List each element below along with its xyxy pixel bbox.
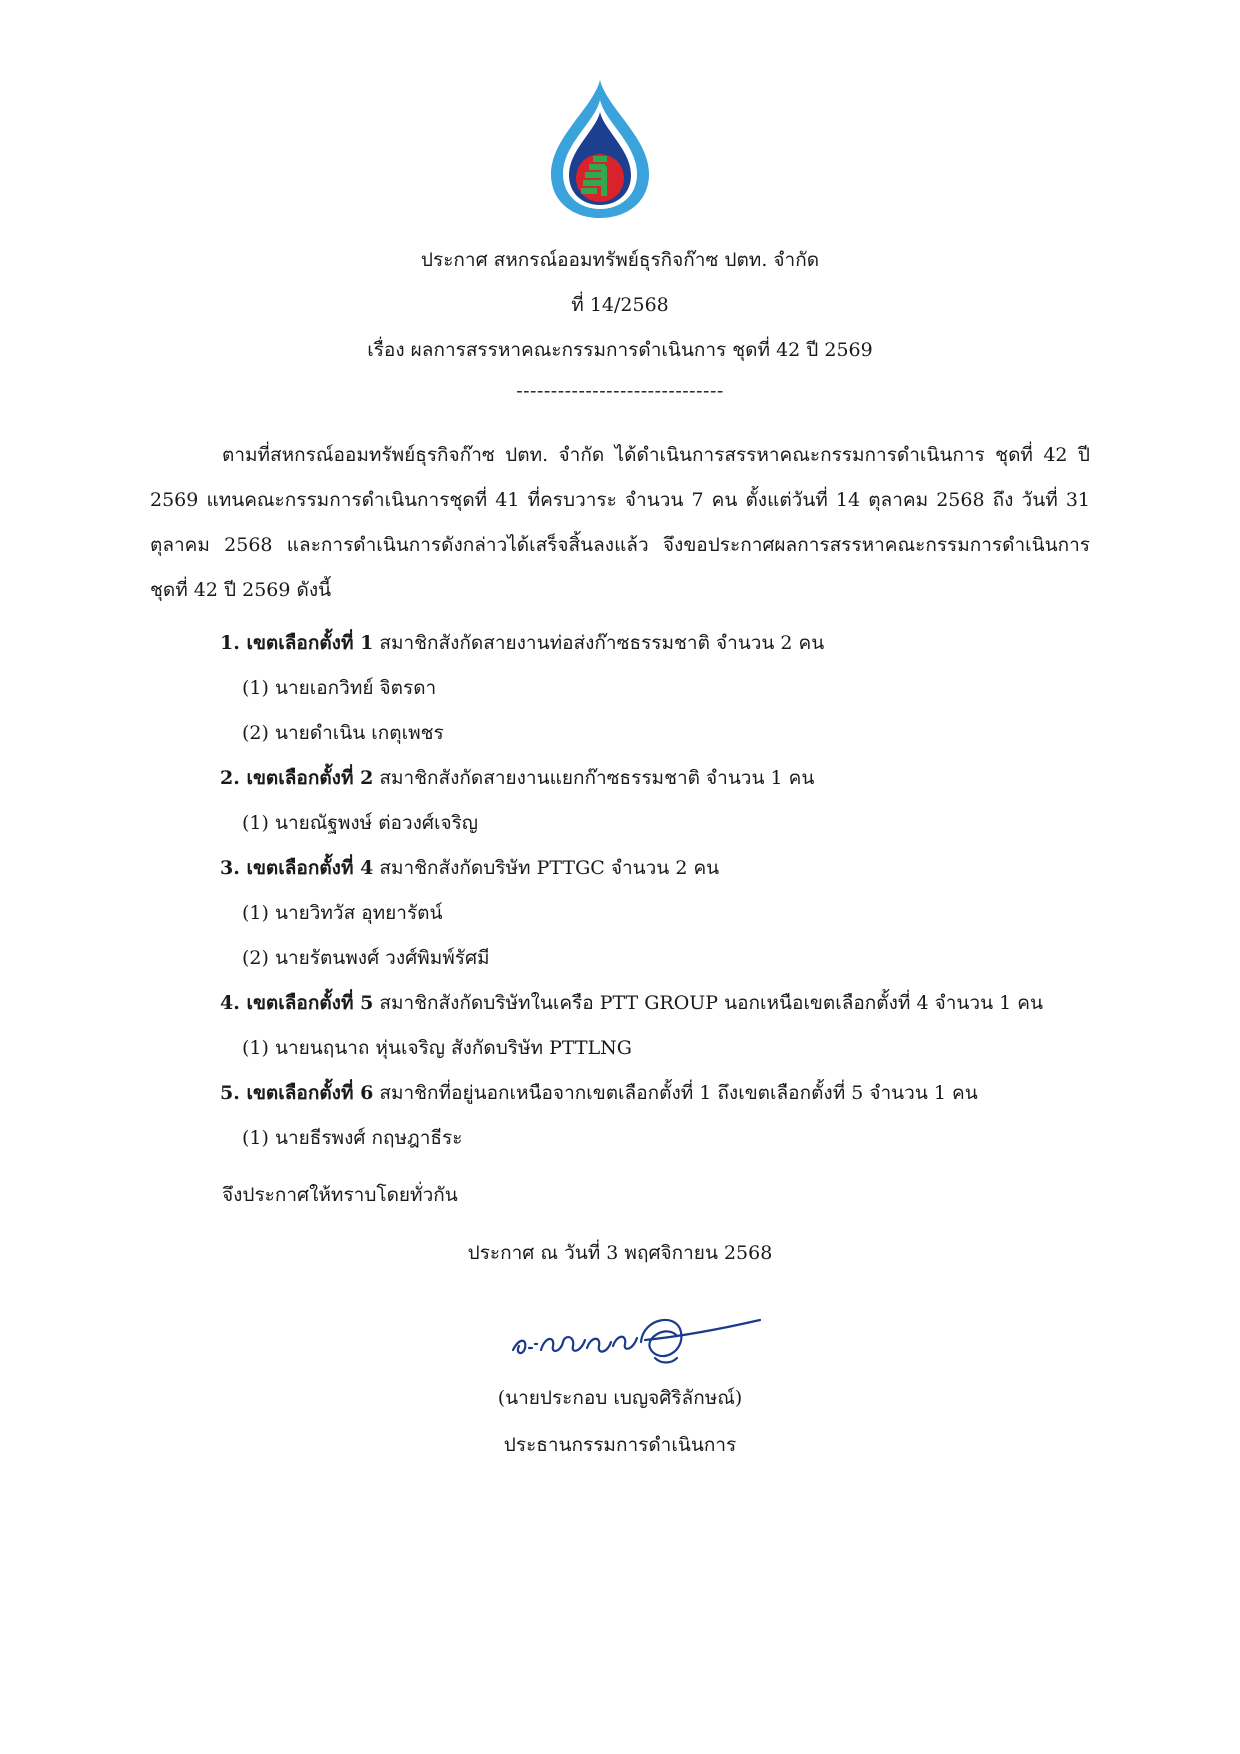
member-item: (1) นายเอกวิทย์ จิตรดา <box>242 677 437 699</box>
district-description: สมาชิกสังกัดสายงานท่อส่งก๊าซธรรมชาติ จำนวน 2 คน <box>373 632 825 654</box>
intro-text: ตามที่สหกรณ์ออมทรัพย์ธุรกิจก๊าซ ปตท. จำกัด ได้ดำเนินการสรรหาคณะกรรมการดำเนินการ ชุดที่ 42 ปี 2569 แทนคณะกรรมการดำเนินการชุดที่ 41 ที่ครบวาระ จำนวน 7 คน ตั้งแต่วันที่ 14 ตุลาคม 2568 ถึง วันที่ 31 ตุลาคม 2568 และการดำเนินการดังกล่าวได้เสร็จสิ้นลงแล้ว จึงขอประกาศผลการสรรหาคณะกรรมการดำเนินการชุดที่ 42 ปี 2569 ดังนี้ <box>150 444 1090 601</box>
district-heading <box>220 853 719 883</box>
announcement-date: ประกาศ ณ วันที่ 3 พฤศจิกายน 2568 <box>467 1242 773 1264</box>
district-heading <box>220 628 824 658</box>
announcement-subject: เรื่อง ผลการสรรหาคณะกรรมการดำเนินการ ชุดที่ 42 ปี 2569 <box>367 339 873 361</box>
signature-icon <box>505 1298 765 1373</box>
member-item: (1) นายธีรพงศ์ กฤษฎาธีระ <box>242 1127 463 1149</box>
district-description: สมาชิกสังกัดบริษัท PTTGC จำนวน 2 คน <box>373 857 720 879</box>
district-heading <box>220 988 1043 1018</box>
district-description: สมาชิกสังกัดบริษัทในเครือ PTT GROUP นอกเหนือเขตเลือกตั้งที่ 4 จำนวน 1 คน <box>373 992 1043 1014</box>
intro-paragraph <box>150 433 1090 613</box>
district-label: 2. เขตเลือกตั้งที่ 2 <box>220 767 374 789</box>
signatory-title: ประธานกรรมการดำเนินการ <box>503 1434 737 1456</box>
signatory-name: (นายประกอบ เบญจศิริลักษณ์) <box>497 1387 743 1409</box>
district-label: 4. เขตเลือกตั้งที่ 5 <box>220 992 374 1014</box>
district-description: สมาชิกที่อยู่นอกเหนือจากเขตเลือกตั้งที่ 1 ถึงเขตเลือกตั้งที่ 5 จำนวน 1 คน <box>373 1082 978 1104</box>
district-label: 5. เขตเลือกตั้งที่ 6 <box>220 1082 374 1104</box>
divider: ------------------------------ <box>516 380 724 402</box>
district-heading <box>220 1078 978 1108</box>
member-item: (2) นายรัตนพงศ์ วงศ์พิมพ์รัศมี <box>242 947 490 969</box>
member-item: (1) นายณัฐพงษ์ ต่อวงศ์เจริญ <box>242 812 478 834</box>
cooperative-logo-icon <box>545 78 655 220</box>
closing-statement: จึงประกาศให้ทราบโดยทั่วกัน <box>222 1184 458 1206</box>
district-description: สมาชิกสังกัดสายงานแยกก๊าซธรรมชาติ จำนวน 1 คน <box>373 767 815 789</box>
member-item: (1) นายนฤนาถ หุ่นเจริญ สังกัดบริษัท PTTLNG <box>242 1037 632 1059</box>
announcement-title: ประกาศ สหกรณ์ออมทรัพย์ธุรกิจก๊าซ ปตท. จำกัด <box>420 249 820 271</box>
member-item: (2) นายดำเนิน เกตุเพชร <box>242 722 444 744</box>
district-label: 1. เขตเลือกตั้งที่ 1 <box>220 632 374 654</box>
district-heading <box>220 763 814 793</box>
member-item: (1) นายวิทวัส อุทยารัตน์ <box>242 902 443 924</box>
district-label: 3. เขตเลือกตั้งที่ 4 <box>220 857 374 879</box>
announcement-number: ที่ 14/2568 <box>571 294 669 316</box>
